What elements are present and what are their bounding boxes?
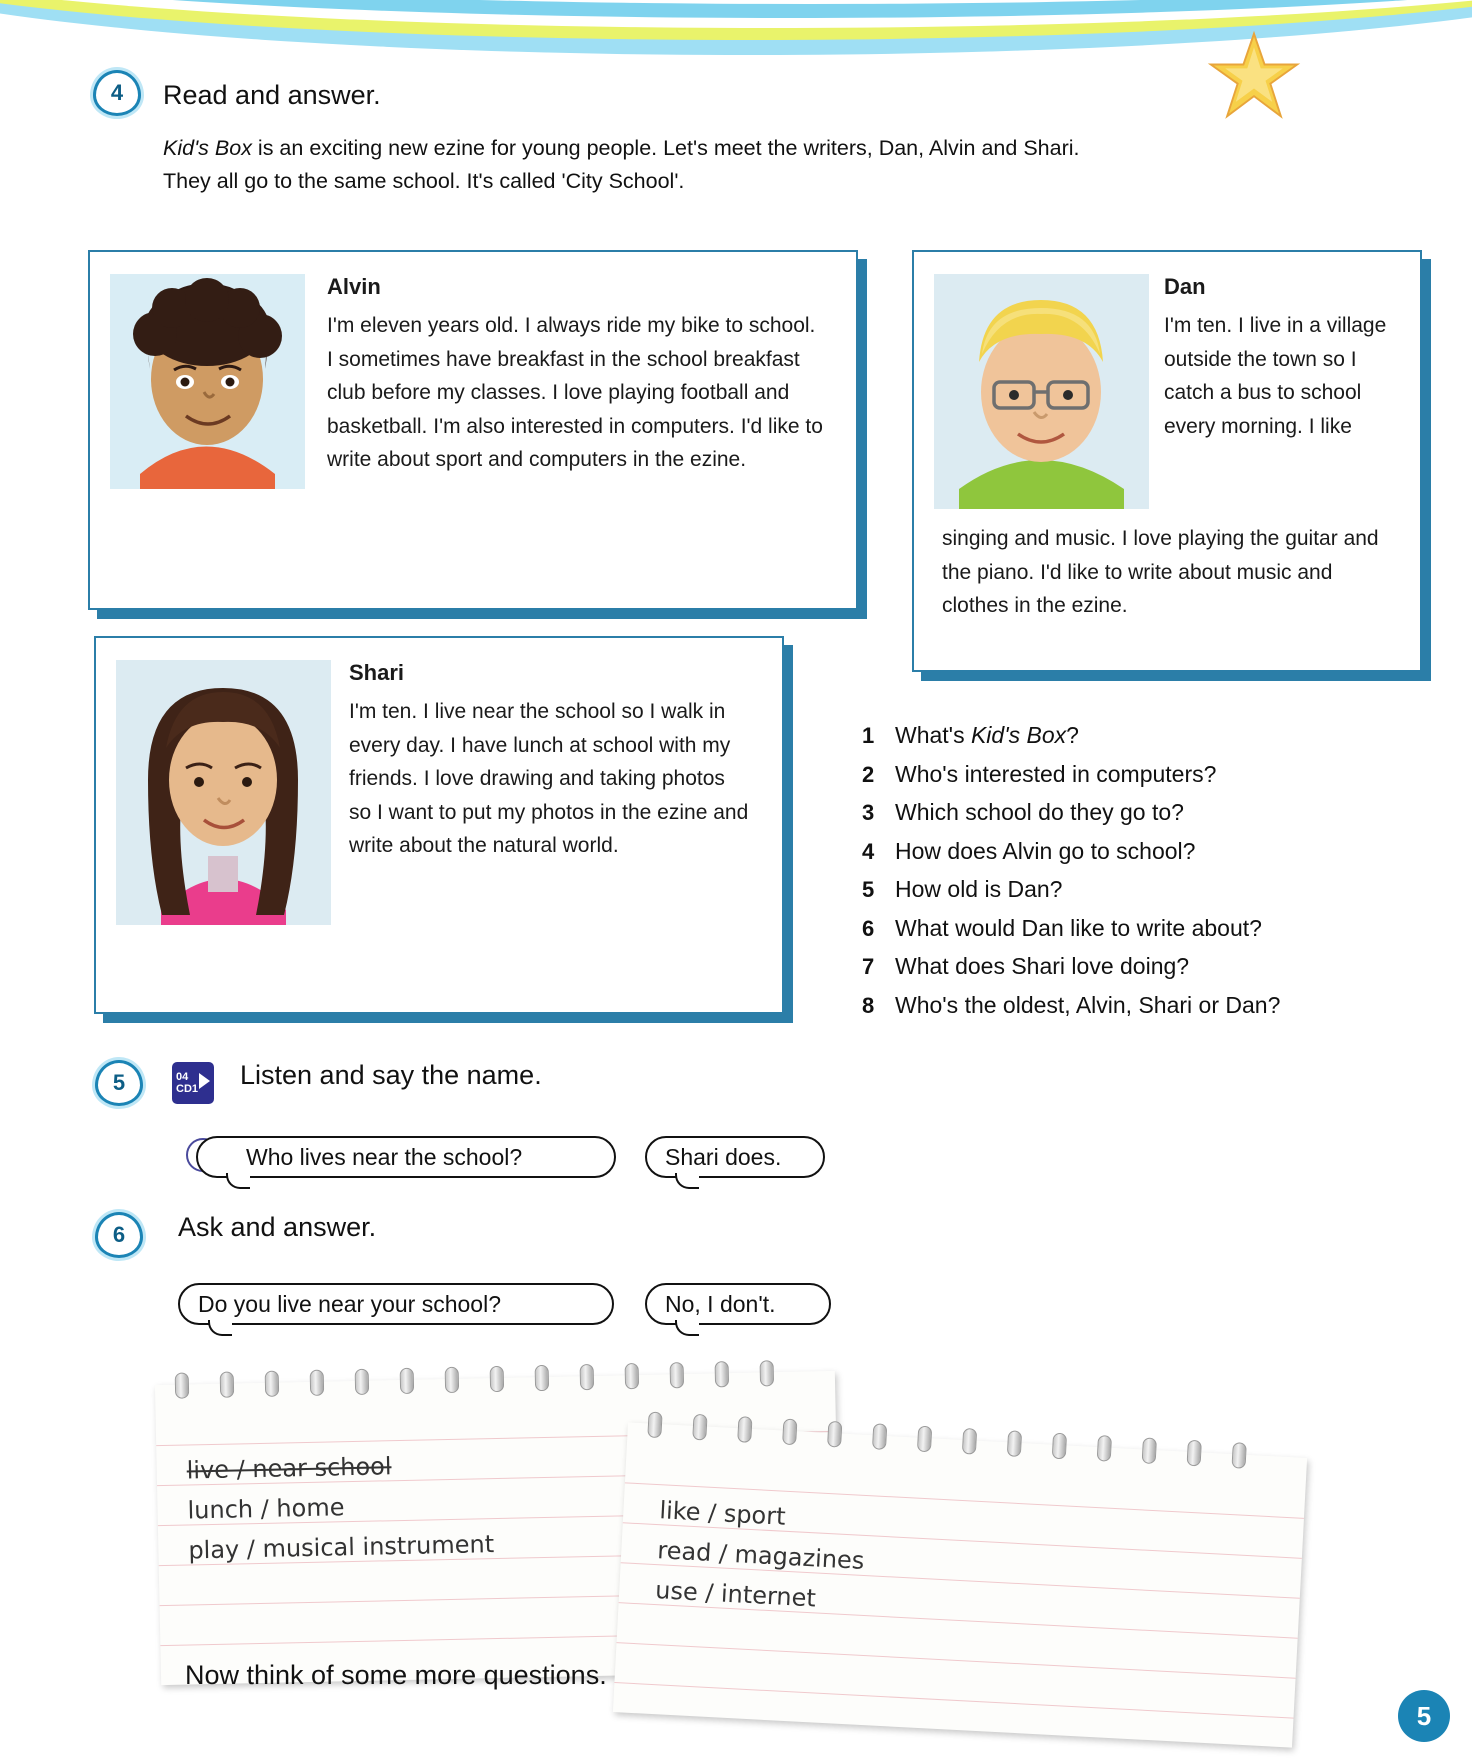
exercise-number-5 [95,1060,143,1106]
profile-name-shari: Shari [349,660,405,685]
notepad-left-item-1: live / near school [186,1452,392,1485]
question-text: Who's the oldest, Alvin, Shari or Dan? [895,991,1281,1018]
notepad-right-item-1: like / sport [658,1496,787,1531]
avatar-dan [934,274,1149,509]
profile-card-shari [94,636,784,1014]
profile-card-alvin [88,250,858,610]
speech-bubble-answer-5: Shari does. [645,1136,825,1178]
profile-text-alvin: I'm eleven years old. I always ride my bike to school. I sometimes have breakfast in the school breakfast club before my classes. I love playing football and basketball. I'm also interested in computers. I'd like to write about sport and computers in the ezine. [327,314,823,471]
notepad-right-item-3: use / internet [654,1576,817,1613]
exercise-number-4 [93,70,141,116]
question-number: 8 [862,992,875,1018]
speech-bubble-question-5: Who lives near the school? [196,1136,616,1178]
exercise-4-title: Read and answer. [163,80,381,110]
notepad-right [613,1422,1307,1747]
intro-line-1: is an exciting new ezine for young people. Let's meet the writers, Dan, Alvin and Shari. [251,136,1080,160]
avatar-alvin [110,274,305,489]
exercise-5-number-label: 5 [112,1070,126,1095]
question-text: What would Dan like to write about? [895,914,1262,941]
audio-track-number: 04 [176,1071,189,1083]
profile-name-dan: Dan [1164,274,1206,299]
profile-text-dan-top: I'm ten. I live in a village outside the town so I catch a bus to school every morning. I like [1164,314,1387,438]
question-text: How old is Dan? [895,876,1063,902]
exercise-6-number-label: 6 [112,1222,126,1247]
avatar-shari [116,660,331,925]
question-number: 5 [862,877,875,902]
question-text: How does Alvin go to school? [895,837,1196,864]
question-item [862,834,1442,869]
footer-prompt: Now think of some more questions. [185,1660,607,1690]
profile-name-alvin: Alvin [327,274,381,299]
page-number-badge: 5 [1398,1690,1450,1742]
question-number: 3 [862,800,875,825]
notepad-right-item-2: read / magazines [656,1536,866,1575]
intro-italic-title: Kid's Box [163,136,252,160]
notepad-left-item-3: play / musical instrument [188,1530,495,1565]
exercise-6-title: Ask and answer. [178,1212,377,1242]
question-text: Which school do they go to? [895,799,1184,825]
question-number: 2 [862,761,875,787]
question-item [862,949,1442,984]
profile-text-dan-bottom: singing and music. I love playing the guitar and the piano. I'd like to write about music and clothes in the ezine. [942,527,1379,617]
question-item [862,872,1442,907]
question-number: 7 [862,954,875,979]
question-item [862,795,1442,830]
question-text: Who's interested in computers? [895,760,1217,787]
question-text: What's Kid's Box? [895,722,1079,748]
question-number: 6 [862,915,875,941]
intro-line-2: They all go to the same school. It's called 'City School'. [163,169,685,193]
profile-text-shari: I'm ten. I live near the school so I walk in every day. I have lunch at school with my friends. I love drawing and taking photos so I want to put my photos in the ezine and write about the natural world. [349,700,749,857]
exercise-4-number-label: 4 [110,80,124,105]
question-item [862,911,1442,946]
question-number: 4 [862,838,875,864]
question-number: 1 [862,723,875,748]
question-text: What does Shari love doing? [895,953,1190,979]
question-item [862,757,1442,792]
question-item [862,988,1442,1023]
question-item [862,718,1442,753]
speech-bubble-answer-6: No, I don't. [645,1283,831,1325]
exercise-5-title: Listen and say the name. [240,1060,542,1090]
audio-cd-number: CD1 [176,1083,199,1095]
notepad-left-item-2: lunch / home [187,1493,345,1525]
audio-cd-icon[interactable] [172,1062,214,1104]
speech-bubble-question-6: Do you live near your school? [178,1283,614,1325]
profile-card-dan [912,250,1422,672]
exercise-4-question-list [862,718,1442,1026]
exercise-number-6 [95,1212,143,1258]
star-icon [1206,28,1302,124]
exercise-4-intro [163,132,1283,198]
